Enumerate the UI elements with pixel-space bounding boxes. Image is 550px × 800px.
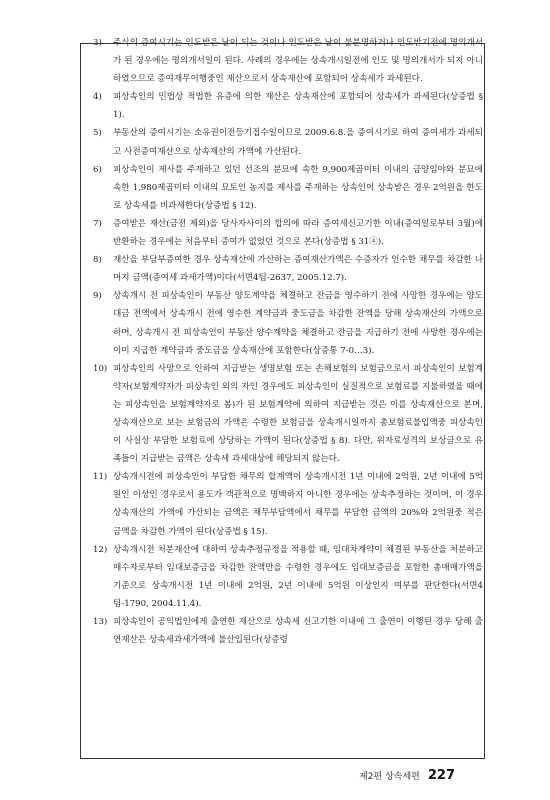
item-text: 재산을 부담부증여한 경우 상속재산에 가산하는 증여재산가액은 수증자가 인수한 채무를 차감한 나머지 금액(증여세 과세가액)이다(서면4팀-2637, 2005.12.7). xyxy=(113,255,483,284)
item-text: 부동산의 증여시기는 소유권이전등기접수일이므로 2009.6.8.을 증여시기로 하여 증여세가 과세되고 사전증여재산으로 상속재산의 가액에 가산된다. xyxy=(113,128,483,157)
chapter-label: 제2편 상속세편 xyxy=(359,772,420,782)
item-number: 5) xyxy=(93,128,102,139)
item-text: 상속개시전에 피상속인이 부담한 채무의 합계액이 상속개시전 1년 이내에 2억원, 2년 이내에 5억원인 이상인 경우로서 용도가 객관적으로 명백하지 아니한 경우에는 상속추정하는 것이며, 이 경우 상속재산의 가액에 가산되는 금액은 채무부담액에서 채무를 부담한 금액의 20%와 2억원중 적은 금액을 차감한 가액이 된다(상증법 § 15). xyxy=(113,472,483,537)
list-item xyxy=(93,124,483,160)
item-text: 증여받은 재산(금전 제외)을 당사자사이의 합의에 따라 증여세신고기한 이내(증여일로부터 3월)에 반환하는 경우에는 처음부터 증여가 없었던 것으로 본다(상증법 § 31④). xyxy=(113,218,483,248)
answer-notes-list xyxy=(93,34,483,649)
list-item xyxy=(93,468,483,540)
item-text: 상속개시 전 피상속인이 부동산 양도계약을 체결하고 잔금을 영수하기 전에 사망한 경우에는 양도대금 전액에서 상속개시 전에 영수한 계약금과 중도금을 차감한 잔액을 당해 상속재산의 가액으로 하며, 상속개시 전 피상속인이 부동산 양수계약을 체결하고 잔금을 지급하기 전에 사망한 경우에는 이미 지급한 계약금과 중도금을 상속재산에 포함한다(상증통 7-0…3). xyxy=(113,291,483,356)
list-item xyxy=(93,215,483,251)
list-item xyxy=(93,161,483,215)
page-number: 227 xyxy=(427,768,455,783)
page-footer xyxy=(359,768,455,783)
list-item xyxy=(93,251,483,287)
item-number: 8) xyxy=(93,255,102,266)
list-item xyxy=(93,287,483,359)
list-item xyxy=(93,88,483,124)
item-number: 12) xyxy=(93,544,108,555)
item-number: 4) xyxy=(93,92,102,103)
item-number: 13) xyxy=(93,617,108,627)
list-item xyxy=(93,613,483,649)
item-text: 피상속인이 공익법인에게 출연한 재산으로 상속세 신고기한 이내에 그 출연이 이행된 경우 당해 출연재산은 상속세과세가액에 불산입된다(상증령 xyxy=(113,617,483,646)
item-text: 주식의 증여시기는 인도받은 날이 되는 것이나 인도받은 날이 불분명하거나 인도받기전에 명의개서가 된 경우에는 명의개서일이 된다. 사례의 경우에는 상속개시일전에 인도 및 명의개서가 되지 아니하였으므로 증여재무이행중인 재산으로서 상속재산에 포함되어 상속세가 과세된다. xyxy=(113,38,483,85)
list-item xyxy=(93,360,483,469)
item-text: 상속개시전 처분재산에 대하여 상속추정규정을 적용할 때, 임대차계약이 체결된 부동산을 처분하고 매수자로부터 임대보증금을 차감한 잔액만을 수령한 경우에도 임대보증금을 포함한 총매매가액을 기준으로 상속개시전 1년 이내에 2억원, 2년 이내에 5억원 이상인지 여부를 판단한다(서면4팀-1790, 2004.11.4). xyxy=(113,544,483,609)
item-number: 3) xyxy=(93,38,102,48)
item-text: 피상속인이 제사를 주재하고 있던 선조의 분묘에 속한 9,900제곱미터 이내의 금양임야와 분묘에 속한 1,980제곱미터 이내의 묘토인 농지를 제사를 주재하는 상속인이 상속받은 경우 2억원을 한도로 상속세를 비과세한다(상증법 § 12). xyxy=(113,164,483,211)
item-number: 6) xyxy=(93,164,102,175)
list-item xyxy=(93,34,483,88)
item-text: 피상속인의 사망으로 인하여 지급받는 생명보험 또는 손해보험의 보험금으로서 피상속인이 보험계약자(보험계약자가 피상속인 외의 자인 경우에도 피상속인이 실질적으로 보험료를 지불하였을 때에는 피상속인을 보험계약자로 봄)가 된 보험계약에 의하여 지급받는 것은 이를 상속재산으로 본며, 상속재산으로 보는 보험금의 가액은 수령한 보험금을 상속개시일까지 총보험료불입액중 피상속인이 사실상 부담한 보험료에 상당하는 가액이 된다(상증법 § 8). 다만, 위자료성격의 보상금으로 유족들이 지급받는 금액은 상속세 과세대상에 해당되지 않는다. xyxy=(113,363,483,465)
item-number: 9) xyxy=(93,291,102,302)
item-number: 7) xyxy=(93,218,102,229)
item-text: 피상속인의 민법상 적법한 유증에 의한 재산은 상속재산에 포함되어 상속세가 과세된다(상증법 § 1). xyxy=(113,92,483,121)
list-item xyxy=(93,541,483,613)
item-number: 10) xyxy=(93,363,108,374)
item-number: 11) xyxy=(93,472,108,483)
